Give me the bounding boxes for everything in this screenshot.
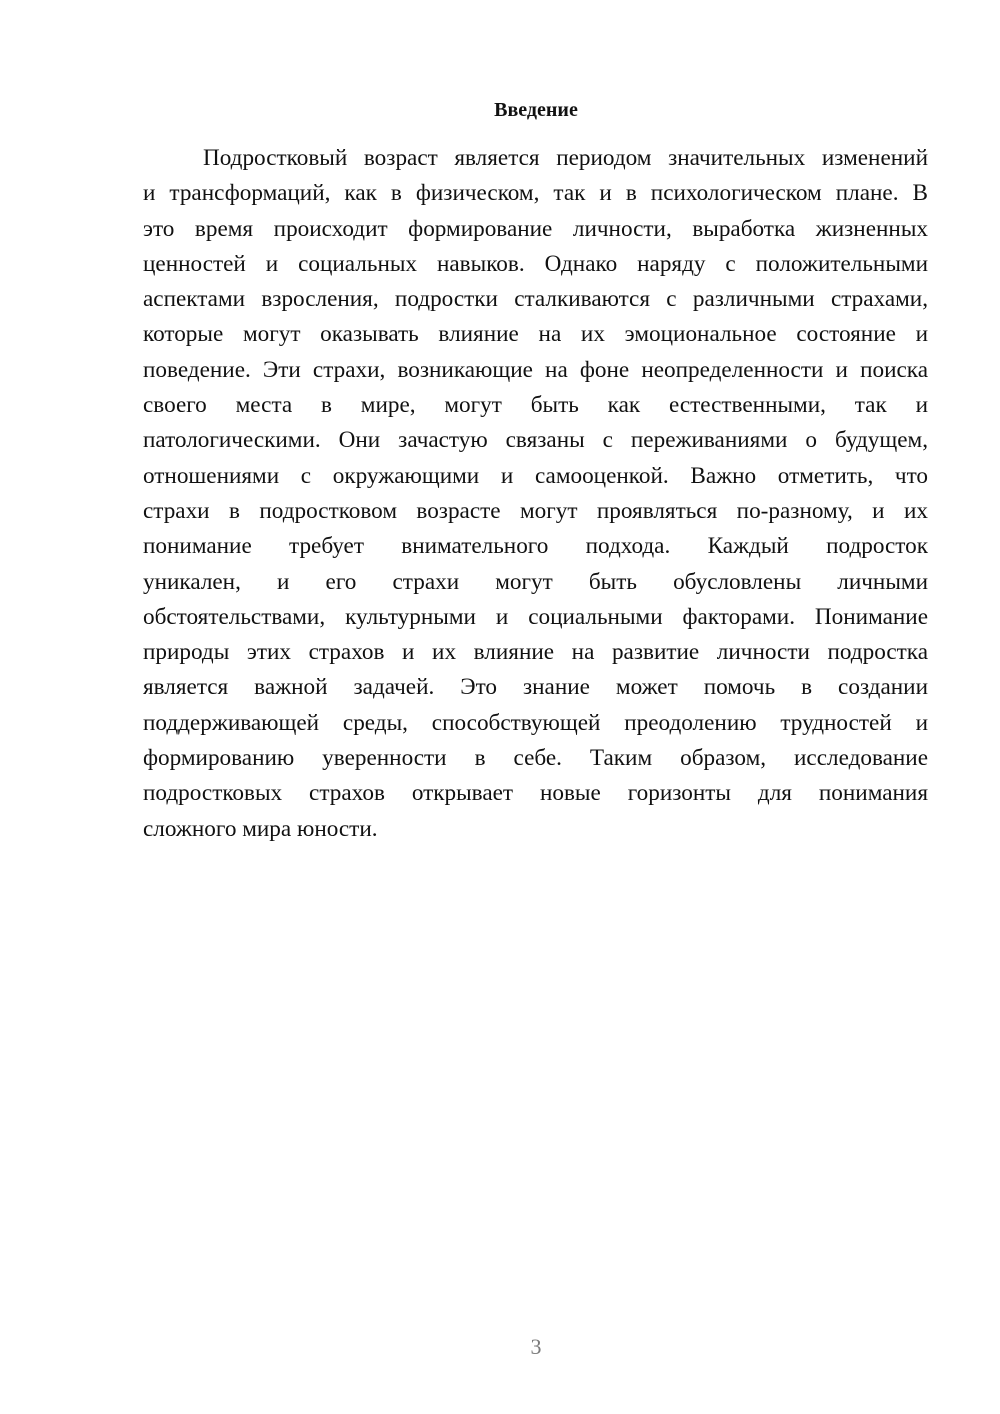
paragraph-line: является важной задачей. Это знание может помочь в создании xyxy=(143,674,928,701)
paragraph-line: формированию уверенности в себе. Таким образом, исследование xyxy=(143,745,928,772)
body-paragraph xyxy=(143,141,928,847)
paragraph-line: отношениями с окружающими и самооценкой. Важно отметить, что xyxy=(143,462,928,489)
paragraph-line: которые могут оказывать влияние на их эмоциональное состояние и xyxy=(143,321,928,348)
paragraph-line: природы этих страхов и их влияние на развитие личности подростка xyxy=(143,639,928,666)
paragraph-line: и трансформаций, как в физическом, так и в психологическом плане. В xyxy=(143,180,928,207)
page-number: 3 xyxy=(530,1334,542,1359)
paragraph-line: сложного мира юности. xyxy=(143,815,378,842)
paragraph-line: своего места в мире, могут быть как естественными, так и xyxy=(143,392,928,419)
paragraph-line: поддерживающей среды, способствующей преодолению трудностей и xyxy=(143,709,928,736)
section-heading: Введение xyxy=(494,99,578,121)
paragraph-line: страхи в подростковом возрасте могут проявляться по-разному, и их xyxy=(143,497,928,524)
paragraph-line: подростковых страхов открывает новые горизонты для понимания xyxy=(143,780,928,807)
paragraph-line: это время происходит формирование личности, выработка жизненных xyxy=(143,215,928,242)
paragraph-line: понимание требует внимательного подхода. Каждый подросток xyxy=(143,533,928,560)
paragraph-line: уникален, и его страхи могут быть обусловлены личными xyxy=(143,568,928,595)
paragraph-line: ценностей и социальных навыков. Однако наряду с положительными xyxy=(143,250,928,277)
paragraph-line: Подростковый возраст является периодом значительных изменений xyxy=(203,145,928,171)
paragraph-line: патологическими. Они зачастую связаны с переживаниями о будущем, xyxy=(143,427,928,454)
paragraph-line: аспектами взросления, подростки сталкиваются с различными страхами, xyxy=(143,286,928,313)
paragraph-line: обстоятельствами, культурными и социальными факторами. Понимание xyxy=(143,603,928,630)
paragraph-line: поведение. Эти страхи, возникающие на фоне неопределенности и поиска xyxy=(143,356,928,383)
